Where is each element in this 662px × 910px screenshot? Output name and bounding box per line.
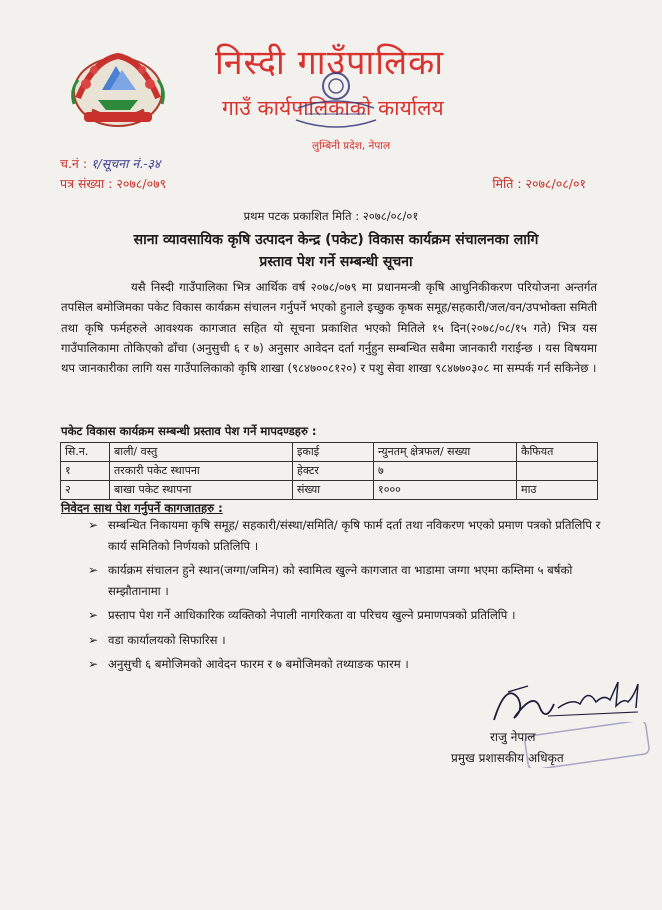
table-row [61, 462, 598, 481]
letter-date: मिति : २०७८/०८/०१ [492, 176, 586, 191]
table-header-row [61, 443, 598, 462]
col-header-sn: सि.न. [61, 443, 110, 462]
office-stamp-icon [290, 68, 382, 142]
notice-body: यसै निस्दी गाउँपालिका भित्र आर्थिक वर्ष २०७८/०७९ मा प्रधानमन्त्री कृषि आधुनिकीकरण परियोजना अन्तर्गत तपसिल बमोजिमका पकेट विकास कार्यक्रम संचालन गर्नुपर्ने भएको हुनाले इच्छुक कृषक समूह/सहकारी/जल/वन/उपभोक्ता समिती तथा कृषि फर्महरुले आवश्यक कागजात सहित यो सूचना प्रकाशित भएको मितिले १५ दिन(२०७८/०८/१५ गते) भित्र यस गाउँपालिकामा तोकिएको ढाँचा (अनुसुची ६ र ७) अनुसार आवेदन दर्ता गर्नुहुन सम्बन्धित सबैमा जानकारी गराईन्छ । यस विषयमा थप जानकारीका लागि यस गाउँपालिकाको कृषि शाखा (९८४७००८१२०) र पशु सेवा शाखा ९८४७७०३०८ मा सम्पर्क गर्न सकिनेछ । [61, 280, 597, 376]
patra-sankhya: पत्र संख्या : २०७८/०७९ [60, 176, 167, 191]
signatory-name: राजु नेपाल [490, 730, 536, 744]
arrow-bullet-icon: ➢ [88, 563, 99, 577]
table-row [61, 481, 598, 500]
list-item-text: प्रस्ताप पेश गर्ने आधिकारिक व्यक्तिको नेपाली नागरिकता वा परिचय खुल्ने प्रमाणपत्रको प्रतिलिपि । [108, 608, 516, 622]
col-header-crop: बाली/ वस्तु [110, 443, 293, 462]
arrow-bullet-icon: ➢ [88, 518, 99, 532]
list-item-text: कार्यक्रम संचालन हुने स्थान(जग्गा/जमिन) को स्वामित्व खुल्ने कागजात वा भाडामा जग्गा भएमा कम्तिमा ५ बर्षको सम्झौतानामा । [108, 563, 573, 598]
reference-cn [60, 155, 160, 172]
arrow-bullet-icon: ➢ [88, 632, 99, 647]
list-item [88, 605, 606, 626]
signatory-title: प्रमुख प्रशासकीय अधिकृत [451, 751, 564, 765]
cell-sn: २ [61, 481, 110, 500]
cell-sn: १ [61, 462, 110, 481]
list-item [88, 630, 606, 651]
notice-title [56, 229, 616, 273]
notice-title-line-1: साना व्यावसायिक कृषि उत्पादन केन्द्र (पकेट) विकास कार्यक्रम संचालनका लागि [133, 232, 539, 248]
list-item [88, 515, 606, 556]
reference-cn-value: १/सूचना नं.-३४ [91, 156, 161, 171]
arrow-bullet-icon: ➢ [88, 657, 99, 671]
list-item [88, 560, 606, 601]
cell-remarks: माउ [517, 481, 598, 500]
office-address: लुम्बिनी प्रदेश, नेपाल [312, 140, 391, 152]
cell-crop: बाखा पकेट स्थापना [110, 481, 293, 500]
documents-list [88, 515, 606, 679]
list-item-text: सम्बन्धित निकायमा कृषि समूह/ सहकारी/संस्था/समिति/ कृषि फार्म दर्ता तथा नविकरण भएको प्रमाण पत्रको प्रतिलिपि र कार्य समितिको निर्णयको प्रतिलिपि । [108, 518, 601, 553]
office-name: गाउँ कार्यपालिकाको कार्यालय [222, 96, 444, 120]
cell-crop: तरकारी पकेट स्थापना [110, 462, 293, 481]
list-item-text: अनुसुची ६ बमोजिमको आवेदन फारम र ७ बमोजिमको तथ्याङक फारम । [108, 657, 409, 671]
col-header-unit: इकाई [293, 443, 374, 462]
col-header-remarks: कैफियत [517, 443, 598, 462]
criteria-table [60, 442, 598, 500]
cell-remarks [517, 462, 598, 481]
cell-minimum: १००० [374, 481, 517, 500]
documents-heading: निवेदन साथ पेश गर्नुपर्ने कागजातहरु : [61, 501, 223, 515]
notice-title-line-2: प्रस्ताव पेश गर्ने सम्बन्धी सूचना [259, 254, 413, 270]
criteria-heading: पकेट विकास कार्यक्रम सम्बन्धी प्रस्ताव पेश गर्ने मापदण्डहरु : [61, 424, 317, 438]
col-header-minimum: न्युनतम् क्षेत्रफल/ सख्या [374, 443, 517, 462]
nepal-emblem-icon [64, 40, 172, 132]
reference-cn-label: च.नं : [60, 156, 88, 171]
org-name: निस्दी गाउँपालिका [215, 43, 445, 83]
first-published-date: प्रथम पटक प्रकाशित मिति : २०७८/०८/०१ [243, 209, 419, 223]
cell-unit: हेक्टर [293, 462, 374, 481]
arrow-bullet-icon: ➢ [88, 608, 99, 622]
list-item-text: वडा कार्यालयको सिफारिस । [108, 632, 226, 647]
cell-minimum: ७ [374, 462, 517, 481]
cell-unit: संख्या [293, 481, 374, 500]
handwritten-signature-icon [488, 668, 648, 728]
